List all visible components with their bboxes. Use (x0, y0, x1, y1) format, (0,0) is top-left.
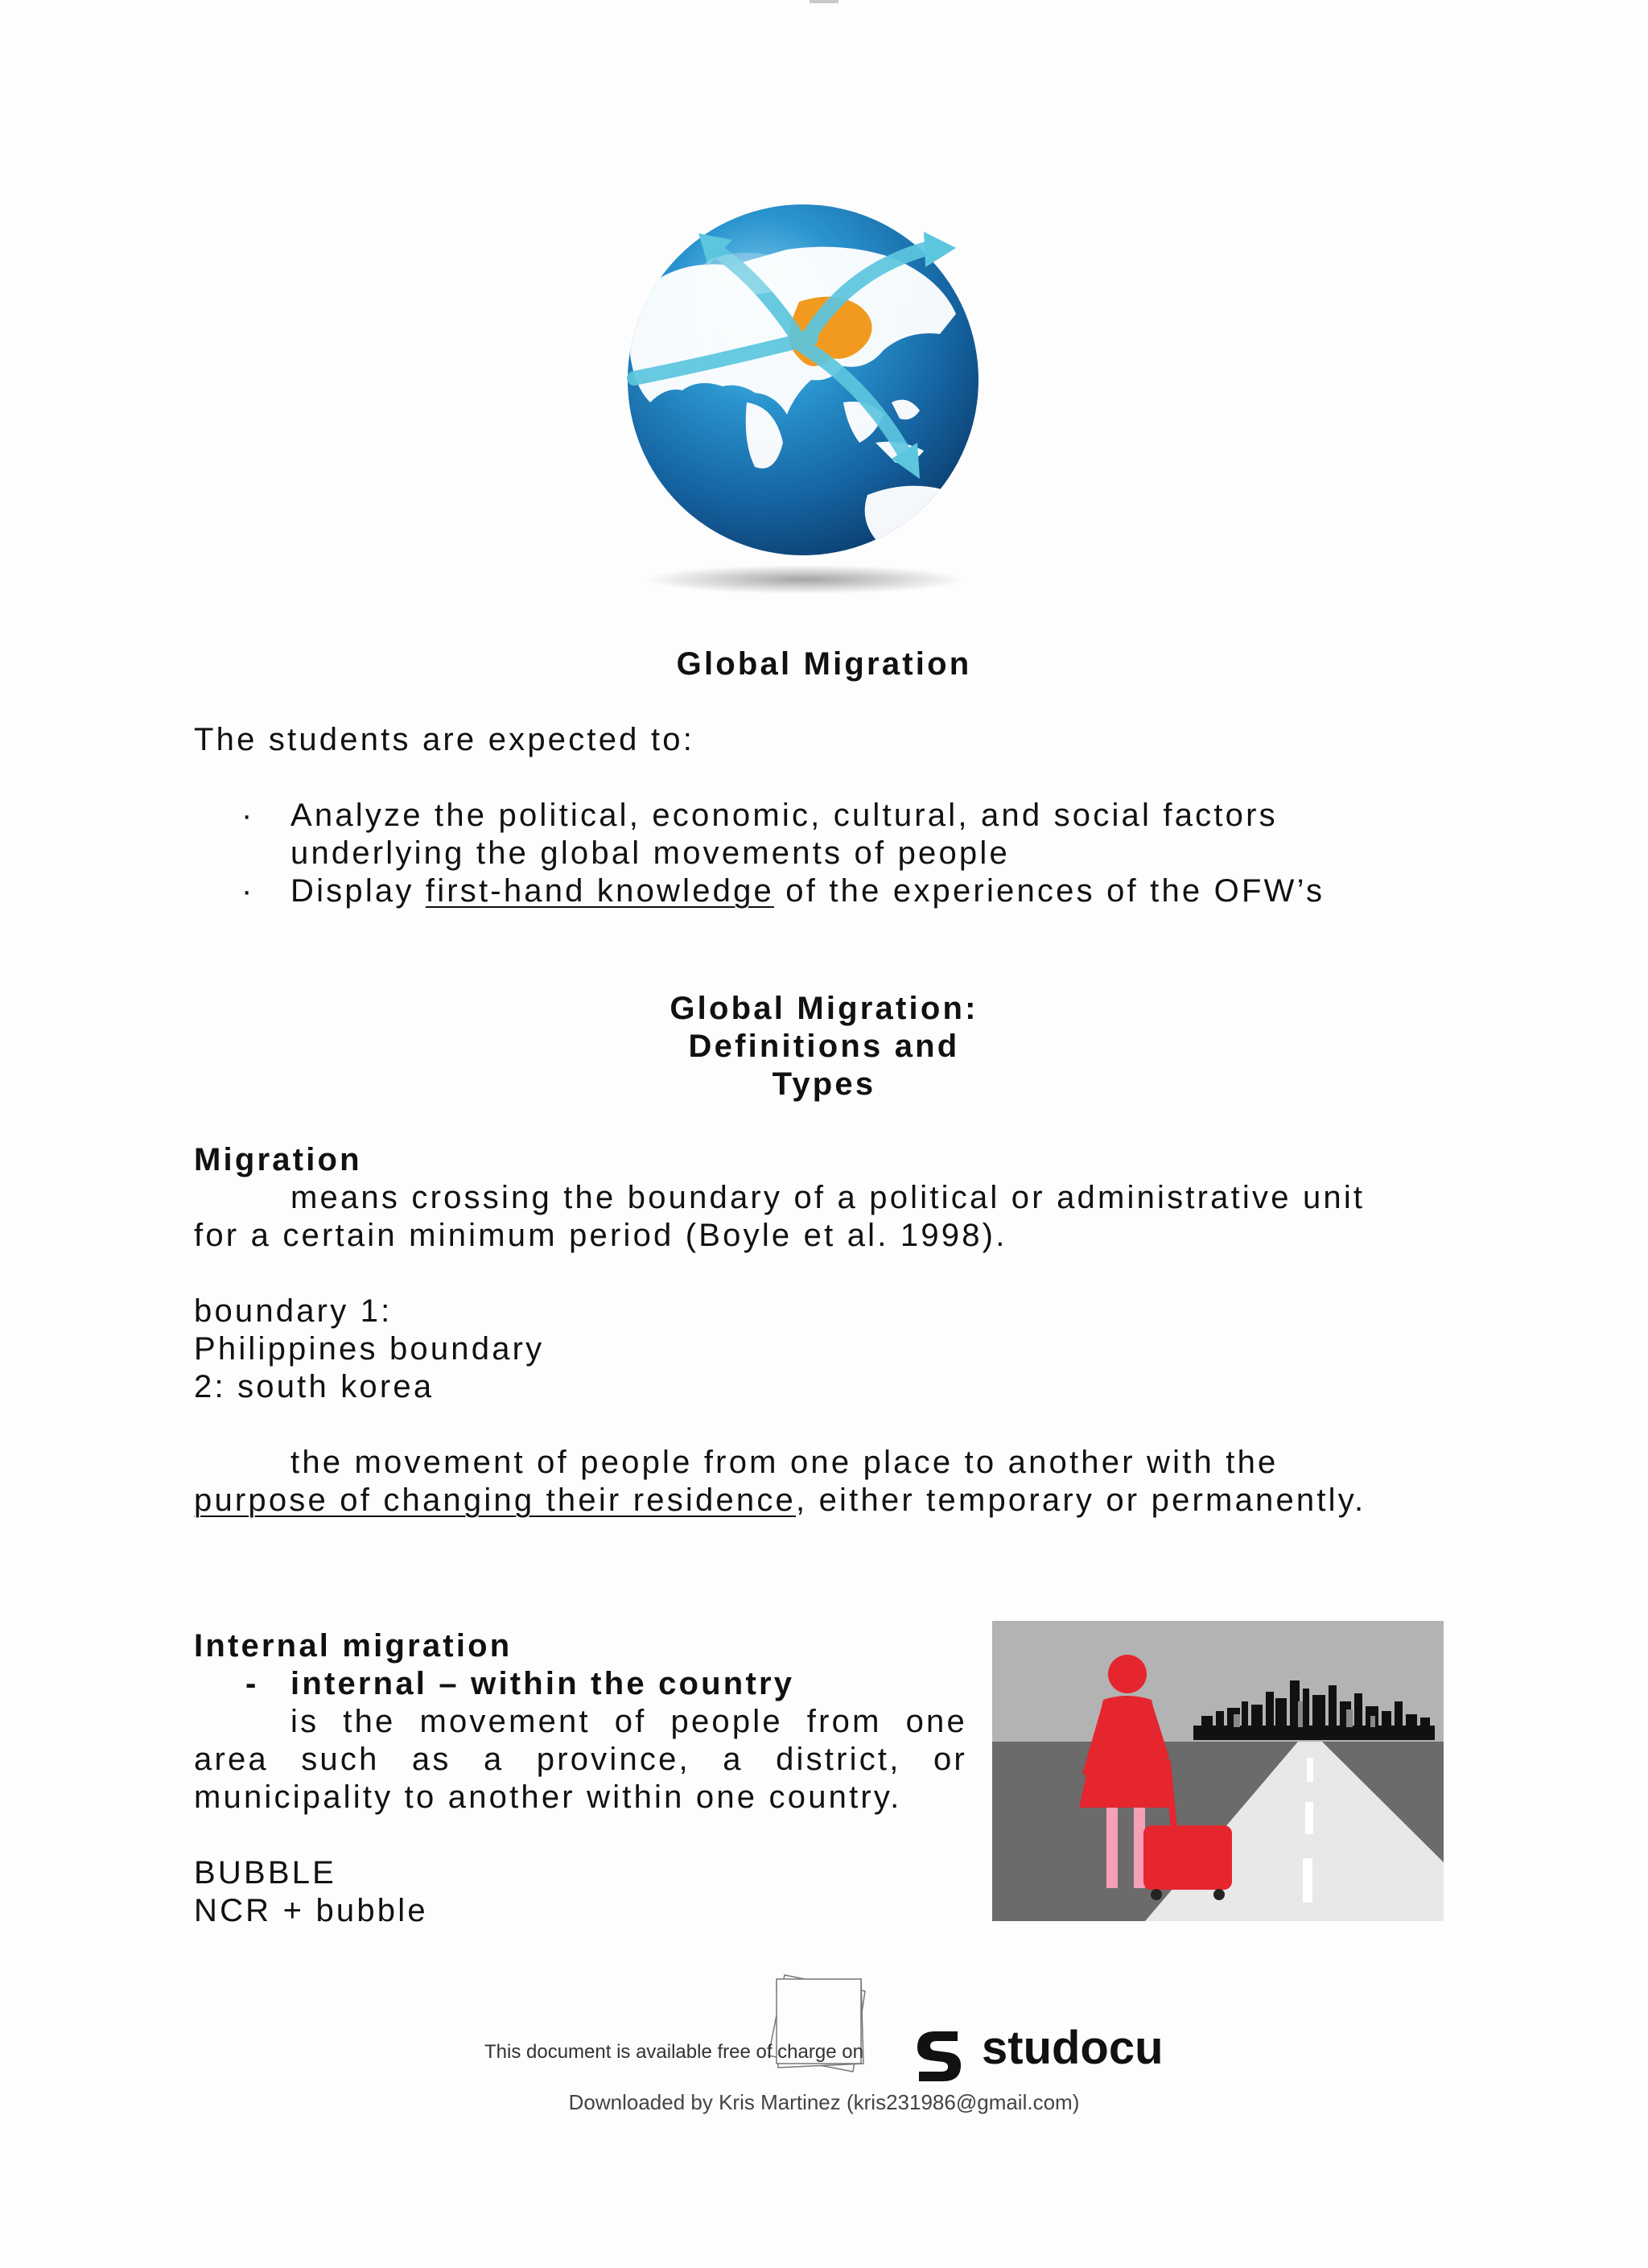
bullet-dot: · (241, 873, 255, 909)
word: people (670, 1704, 783, 1739)
word: district, (776, 1742, 901, 1777)
word: movement (419, 1704, 591, 1739)
objective-2 (290, 872, 1325, 910)
migration-term: Migration (194, 1142, 362, 1177)
word: a (723, 1742, 744, 1777)
studocu-logo-icon (908, 2020, 972, 2084)
globe-migration-illustration (602, 201, 1004, 604)
internal-line3: municipality to another within one country. (194, 1779, 902, 1815)
migration-note: boundary 1: (194, 1293, 393, 1329)
traveler-with-suitcase-illustration (992, 1621, 1444, 1921)
word: or (933, 1742, 967, 1777)
migration-note: Philippines boundary (194, 1331, 545, 1367)
word: area (194, 1742, 269, 1777)
word: such (301, 1742, 380, 1777)
internal-line2 (194, 1741, 967, 1779)
movement-underlined: purpose of changing their residence (194, 1482, 796, 1518)
word: province, (536, 1742, 690, 1777)
objective-2-before: Display (290, 873, 426, 909)
internal-line1 (290, 1703, 967, 1741)
internal-heading: Internal migration (194, 1628, 513, 1664)
word: one (905, 1704, 967, 1739)
word: a (483, 1742, 505, 1777)
objective-1-line2: underlying the global movements of people (290, 835, 1010, 871)
internal-bullet-dash: - (245, 1666, 259, 1701)
internal-bullet: internal – within the country (290, 1666, 795, 1701)
word: from (806, 1704, 882, 1739)
migration-definition-line2: for a certain minimum period (Boyle et al. 1998). (194, 1218, 1007, 1253)
section-heading-line2: Definitions and (688, 1029, 960, 1064)
document-title: Global Migration (676, 646, 972, 682)
internal-note: BUBBLE (194, 1855, 337, 1891)
movement-rest: , either temporary or permanently. (795, 1482, 1366, 1518)
objectives-intro: The students are expected to: (194, 722, 695, 757)
section-heading-line3: Types (772, 1066, 876, 1102)
bullet-dot: · (241, 798, 255, 833)
word: is (290, 1704, 319, 1739)
objective-2-after: of the experiences of the OFW’s (773, 873, 1325, 909)
migration-definition-line1: means crossing the boundary of a political or administrative unit (290, 1180, 1366, 1215)
objective-1-line1: Analyze the political, economic, cultural, and social factors (290, 798, 1278, 833)
movement-line2 (194, 1482, 1366, 1520)
word: the (343, 1704, 396, 1739)
word: as (411, 1742, 451, 1777)
internal-note: NCR + bubble (194, 1893, 428, 1928)
studocu-brand[interactable]: studocu (982, 2022, 1164, 2074)
objective-2-underlined: first-hand knowledge (425, 873, 774, 909)
movement-line1: the movement of people from one place to another with the (290, 1445, 1279, 1480)
migration-note: 2: south korea (194, 1369, 435, 1404)
footer-available-text: This document is available free of charge on (484, 2041, 863, 2063)
section-heading-line1: Global Migration: (670, 991, 978, 1026)
word: of (614, 1704, 647, 1739)
page-top-mark (810, 0, 838, 3)
footer-downloaded-by: Downloaded by Kris Martinez (kris231986@gmail.com) (568, 2090, 1080, 2114)
